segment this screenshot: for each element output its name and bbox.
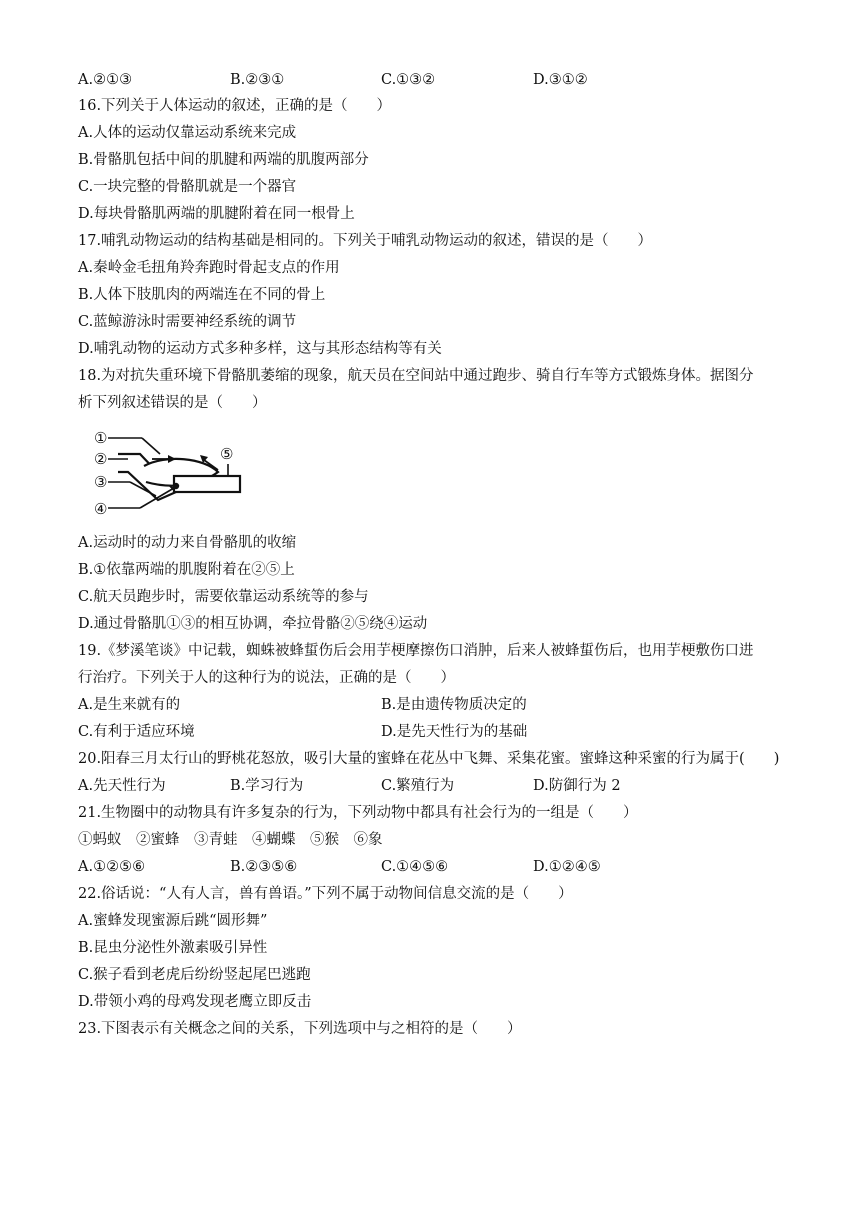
q15-option-c: C.①③② <box>381 72 436 88</box>
q16-stem: 16.下列关于人体运动的叙述，正确的是（ ） <box>78 98 392 114</box>
q22-option-c: C.猴子看到老虎后纷纷竖起尾巴逃跑 <box>78 967 311 983</box>
q23-stem: 23.下图表示有关概念之间的关系，下列选项中与之相符的是（ ） <box>78 1021 522 1037</box>
q17-option-b: B.人体下肢肌肉的两端连在不同的骨上 <box>78 287 326 303</box>
q16-option-b: B.骨骼肌包括中间的肌腱和两端的肌腹两部分 <box>78 152 369 168</box>
q21-option-d: D.①②④⑤ <box>533 859 601 875</box>
q17-stem: 17.哺乳动物运动的结构基础是相同的。下列关于哺乳动物运动的叙述，错误的是（ ） <box>78 233 653 249</box>
q20-option-a: A.先天性行为 <box>78 778 166 794</box>
q18-option-c: C.航天员跑步时，需要依靠运动系统等的参与 <box>78 589 369 605</box>
q17-option-a: A.秦岭金毛扭角羚奔跑时骨起支点的作用 <box>78 260 340 276</box>
q20-stem: 20.阳春三月太行山的野桃花怒放，吸引大量的蜜蜂在花丛中飞舞、采集花蜜。蜜蜂这种采蜜的行为属于( ) <box>78 751 780 767</box>
q16-option-d: D.每块骨骼肌两端的肌腱附着在同一根骨上 <box>78 206 355 222</box>
label-2: ② <box>94 450 108 468</box>
q21-animal-list: ①蚂蚁 ②蜜蜂 ③青蛙 ④蝴蝶 ⑤猴 ⑥象 <box>78 832 383 848</box>
q16-option-c: C.一块完整的骨骼肌就是一个器官 <box>78 179 297 195</box>
q22-stem: 22.俗话说：“人有人言，兽有兽语。”下列不属于动物间信息交流的是（ ） <box>78 886 573 902</box>
q22-option-b: B.昆虫分泌性外激素吸引异性 <box>78 940 268 956</box>
q22-option-d: D.带领小鸡的母鸡发现老鹰立即反击 <box>78 994 312 1010</box>
label-1: ① <box>94 429 108 447</box>
q19-stem-line1: 19.《梦溪笔谈》中记载，蜘蛛被蜂蜇伤后会用芋梗摩擦伤口消肿，后来人被蜂蜇伤后，也用芋梗敷伤口进 <box>78 643 754 659</box>
q21-option-a: A.①②⑤⑥ <box>78 859 146 875</box>
q21-option-b: B.②③⑤⑥ <box>230 859 298 875</box>
q19-stem-line2: 行治疗。下列关于人的这种行为的说法，正确的是（ ） <box>78 670 455 686</box>
q21-stem: 21.生物圈中的动物具有许多复杂的行为，下列动物中都具有社会行为的一组是（ ） <box>78 805 638 821</box>
q16-option-a: A.人体的运动仅靠运动系统来完成 <box>78 125 297 141</box>
q19-option-b: B.是由遗传物质决定的 <box>381 697 527 713</box>
joint-diagram <box>86 426 246 522</box>
label-5: ⑤ <box>220 445 234 463</box>
q17-option-c: C.蓝鲸游泳时需要神经系统的调节 <box>78 314 297 330</box>
q21-option-c: C.①④⑤⑥ <box>381 859 449 875</box>
q18-option-d: D.通过骨骼肌①③的相互协调，牵拉骨骼②⑤绕④运动 <box>78 616 428 632</box>
q15-option-b: B.②③① <box>230 72 285 88</box>
label-3: ③ <box>94 473 108 491</box>
q15-option-a: A.②①③ <box>78 72 133 88</box>
q18-stem-line2: 析下列叙述错误的是（ ） <box>78 395 267 411</box>
q22-option-a: A.蜜蜂发现蜜源后跳“圆形舞” <box>78 913 268 929</box>
q18-option-b: B.①依靠两端的肌腹附着在②⑤上 <box>78 562 295 578</box>
q20-option-b: B.学习行为 <box>230 778 304 794</box>
q19-option-c: C.有利于适应环境 <box>78 724 195 740</box>
q19-option-a: A.是生来就有的 <box>78 697 181 713</box>
q15-option-d: D.③①② <box>533 72 588 88</box>
q17-option-d: D.哺乳动物的运动方式多种多样，这与其形态结构等有关 <box>78 341 442 357</box>
q19-option-d: D.是先天性行为的基础 <box>381 724 528 740</box>
lower-bone <box>174 476 240 492</box>
q20-option-d: D.防御行为 2 <box>533 778 621 794</box>
label-4: ④ <box>94 500 108 518</box>
q18-option-a: A.运动时的动力来自骨骼肌的收缩 <box>78 535 297 551</box>
q18-stem-line1: 18.为对抗失重环境下骨骼肌萎缩的现象，航天员在空间站中通过跑步、骑自行车等方式锻炼身体。据图分 <box>78 368 754 384</box>
q20-option-c: C.繁殖行为 <box>381 778 455 794</box>
